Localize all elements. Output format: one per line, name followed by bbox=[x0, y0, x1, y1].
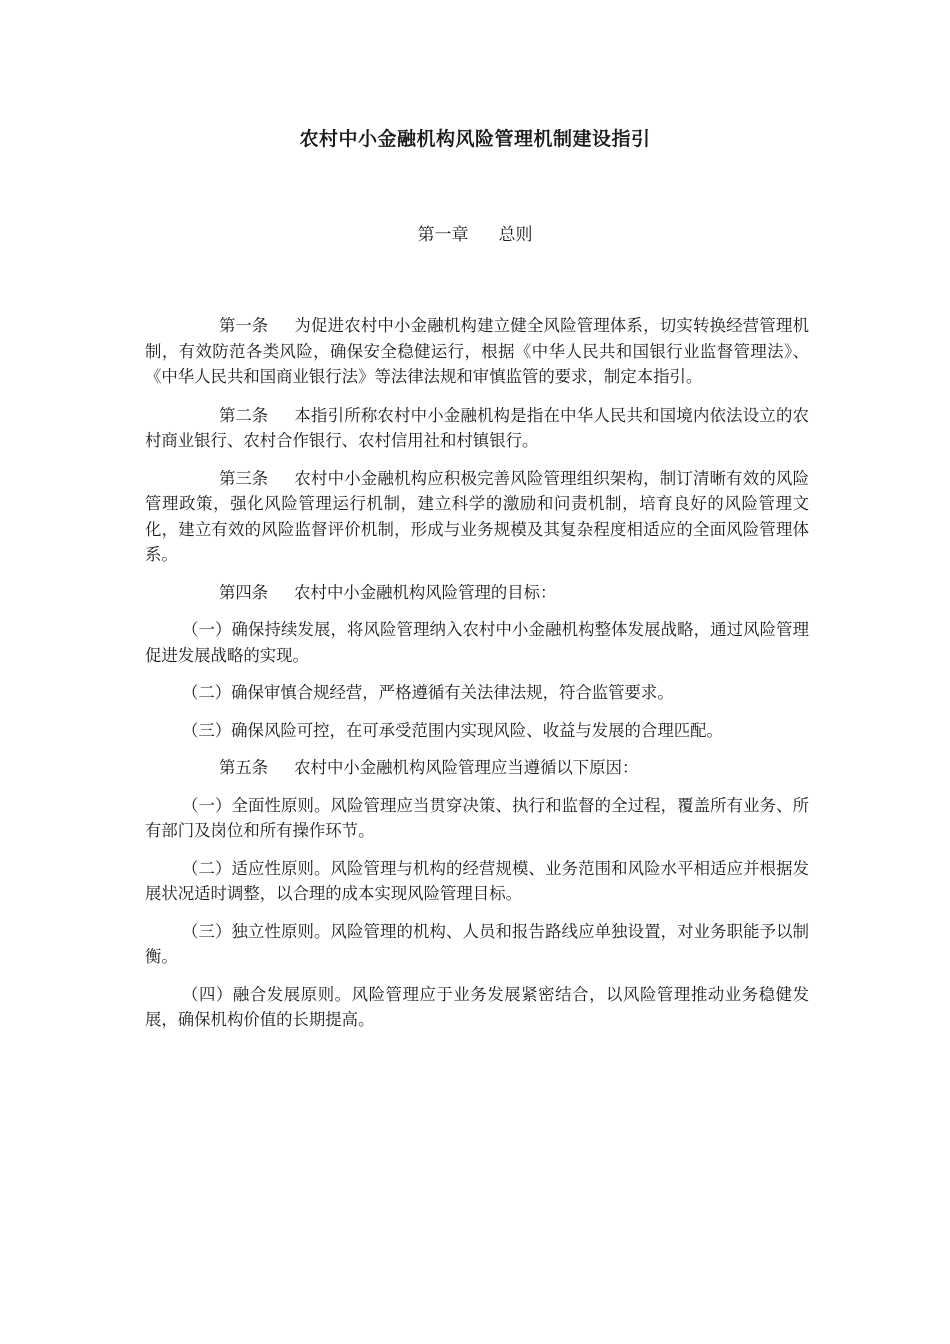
document-title: 农村中小金融机构风险管理机制建设指引 bbox=[299, 128, 651, 150]
list-paragraph bbox=[145, 680, 809, 706]
list-item-text: （一）确保持续发展，将风险管理纳入农村中小金融机构整体发展战略，通过风险管理促进发展战略的实现。 bbox=[145, 620, 809, 665]
list-item-text: （二）确保审慎合规经营，严格遵循有关法律法规，符合监管要求。 bbox=[182, 683, 674, 702]
list-item-text: （四）融合发展原则。风险管理应于业务发展紧密结合，以风险管理推动业务稳健发展，确保机构价值的长期提高。 bbox=[145, 984, 809, 1029]
chapter-number: 第一章 bbox=[417, 225, 469, 245]
article-text: 农村中小金融机构风险管理应当遵循以下原因： bbox=[294, 758, 639, 777]
document-body bbox=[145, 313, 809, 1045]
article-paragraph bbox=[145, 755, 809, 781]
list-paragraph bbox=[145, 856, 809, 907]
article-text: 农村中小金融机构应积极完善风险管理组织架构，制订清晰有效的风险管理政策，强化风险管理运行机制，建立科学的激励和问责机制，培育良好的风险管理文化，建立有效的风险监督评价机制，形成与业务规模及其复杂程度相适应的全面风险管理体系。 bbox=[145, 468, 809, 564]
list-paragraph bbox=[145, 617, 809, 668]
article-text: 农村中小金融机构风险管理的目标： bbox=[294, 582, 557, 602]
list-paragraph bbox=[145, 919, 809, 970]
article-paragraph bbox=[145, 466, 809, 568]
article-number: 第五条 bbox=[219, 758, 269, 777]
article-number: 第一条 bbox=[219, 316, 269, 335]
list-item-text: （二）适应性原则。风险管理与机构的经营规模、业务范围和风险水平相适应并根据发展状况适时调整，以合理的成本实现风险管理目标。 bbox=[145, 858, 809, 903]
list-paragraph bbox=[145, 718, 809, 744]
list-item-text: （一）全面性原则。风险管理应当贯穿决策、执行和监督的全过程，覆盖所有业务、所有部门及岗位和所有操作环节。 bbox=[145, 795, 809, 840]
list-item-text: （三）独立性原则。风险管理的机构、人员和报告路线应单独设置，对业务职能予以制衡。 bbox=[145, 921, 809, 966]
article-number: 第二条 bbox=[219, 405, 269, 425]
chapter-name: 总则 bbox=[498, 225, 533, 245]
list-item-text: （三）确保风险可控，在可承受范围内实现风险、收益与发展的合理匹配。 bbox=[182, 720, 723, 740]
chapter-heading bbox=[0, 220, 950, 245]
list-paragraph bbox=[145, 793, 809, 844]
article-paragraph bbox=[145, 403, 809, 454]
article-paragraph bbox=[145, 580, 809, 606]
article-paragraph bbox=[145, 313, 809, 390]
article-number: 第四条 bbox=[219, 582, 269, 602]
article-text: 为促进农村中小金融机构建立健全风险管理体系，切实转换经营管理机制，有效防范各类风险，确保安全稳健运行，根据《中华人民共和国银行业监督管理法》、《中华人民共和国商业银行法》等法律法规和审慎监管的要求，制定本指引。 bbox=[145, 316, 809, 386]
article-number: 第三条 bbox=[219, 468, 269, 488]
list-paragraph bbox=[145, 982, 809, 1033]
article-text: 本指引所称农村中小金融机构是指在中华人民共和国境内依法设立的农村商业银行、农村合作银行、农村信用社和村镇银行。 bbox=[145, 405, 809, 450]
